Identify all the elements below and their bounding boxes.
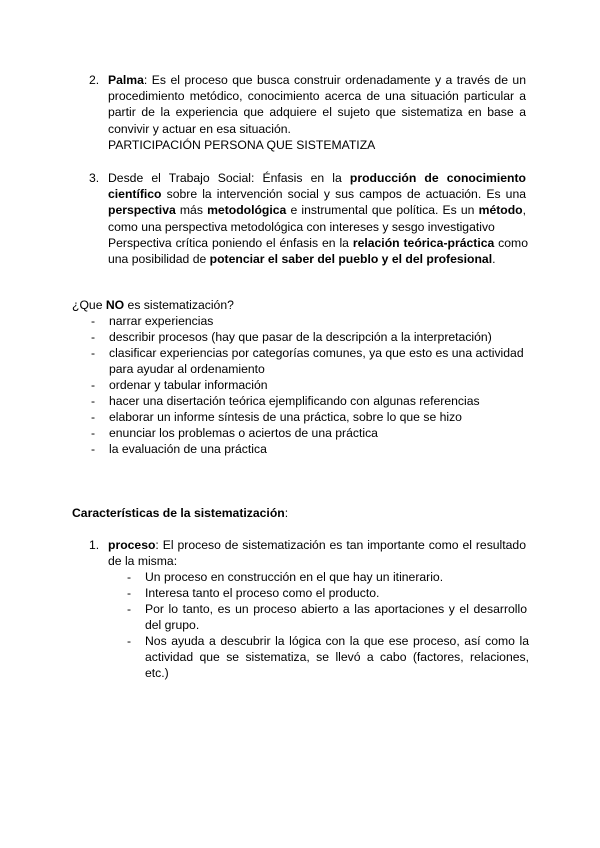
- dash-bullet: -: [91, 442, 96, 456]
- sub-list-item: [127, 633, 529, 681]
- list-item-text: describir procesos (hay que pasar de la descripción a la interpretación): [109, 330, 492, 344]
- text-span: e instrumental que política. Es un: [286, 203, 479, 218]
- text-span: Perspectiva crítica poniendo el énfasis en la: [108, 236, 353, 250]
- list-item-text: clasificar experiencias por categorías comunes, ya que esto es una actividad para ayudar al ordenamiento: [109, 346, 524, 377]
- list-item: [91, 409, 531, 426]
- sub-list-item: [127, 569, 527, 586]
- sub-list-item: [127, 601, 527, 634]
- dash-bullet: -: [127, 634, 132, 648]
- bold-span: relación teórica-práctica: [352, 236, 495, 250]
- bold-span: metodológica: [207, 203, 287, 218]
- list-item-text: ordenar y tabular información: [109, 378, 268, 392]
- dash-bullet: -: [91, 426, 96, 440]
- sub-list-item-text: Nos ayuda a descubrir la lógica con la que ese proceso, así como la actividad que se sistematiza, se llevó a cabo (factores, relaciones, etc.): [145, 634, 529, 681]
- proceso-paragraph: [108, 537, 526, 569]
- list-item: [91, 377, 531, 394]
- dash-bullet: -: [91, 346, 96, 360]
- no-section-question: [72, 297, 234, 313]
- list-item: [91, 393, 531, 410]
- dash-bullet: -: [91, 330, 96, 344]
- text-span: más: [175, 203, 208, 218]
- dash-bullet: -: [91, 394, 96, 408]
- text-span: es sistematización?: [124, 298, 234, 312]
- text-span: Desde el Trabajo Social: Énfasis en la: [108, 171, 350, 185]
- heading-colon: :: [284, 506, 289, 520]
- list-item: [91, 329, 531, 346]
- list-item: [91, 425, 531, 442]
- perspectiva-critica-paragraph: [108, 235, 528, 267]
- text-span: como una posibilidad de: [108, 236, 528, 267]
- list-item-text: elaborar un informe síntesis de una práctica, sobre lo que se hizo: [109, 410, 462, 424]
- sub-list-item-text: Un proceso en construcción en el que hay un itinerario.: [145, 570, 444, 584]
- list-item: [91, 313, 531, 330]
- list-item-text: enunciar los problemas o aciertos de una práctica: [109, 426, 378, 440]
- proceso-text: : El proceso de sistematización es tan importante como el resultado de la misma:: [108, 538, 526, 569]
- dash-bullet: -: [127, 570, 132, 584]
- bold-span: potenciar el saber del pueblo y el del profesional: [209, 252, 493, 267]
- sub-list-item-text: Por lo tanto, es un proceso abierto a las aportaciones y el desarrollo del grupo.: [145, 602, 527, 633]
- palma-text: : Es el proceso que busca construir ordenadamente y a través de un procedimiento metódico, conocimiento acerca de una situación particular a partir de la experiencia que adquiere el sujeto que sistematiza en base a convivir y actuar en esa situación.: [108, 73, 526, 136]
- bold-span: producción de conocimiento científico: [108, 171, 526, 202]
- palma-definition: [108, 72, 526, 137]
- dash-bullet: -: [127, 602, 132, 616]
- heading-text: Características de la sistematización: [72, 506, 285, 520]
- text-span: ¿Que: [72, 298, 106, 312]
- text-span: , como una perspectiva metodológica con intereses y sesgo investigativo: [108, 203, 527, 234]
- list-item: [91, 345, 531, 378]
- list-item-text: hacer una disertación teórica ejemplificando con algunas referencias: [109, 394, 480, 408]
- list-number: 1.: [89, 538, 100, 552]
- bold-span: NO: [105, 298, 125, 312]
- list-item-text: narrar experiencias: [109, 314, 214, 328]
- dash-bullet: -: [91, 314, 96, 328]
- bold-span: método: [478, 203, 523, 218]
- palma-label: Palma: [108, 73, 144, 87]
- dash-bullet: -: [91, 378, 96, 392]
- section-heading: [72, 505, 288, 521]
- sub-list-item: [127, 585, 527, 602]
- bold-span: perspectiva: [108, 203, 176, 218]
- list-item-text: la evaluación de una práctica: [109, 442, 267, 456]
- dash-bullet: -: [91, 410, 96, 424]
- list-number: 3.: [89, 171, 100, 185]
- trabajo-social-paragraph: [108, 170, 526, 235]
- text-span: sobre la intervención social y sus campos de actuación. Es una: [161, 187, 526, 202]
- list-item: [91, 441, 531, 458]
- list-number: 2.: [89, 73, 100, 87]
- palma-note: PARTICIPACIÓN PERSONA QUE SISTEMATIZA: [108, 138, 376, 152]
- proceso-label: proceso: [108, 538, 156, 552]
- text-span: .: [492, 252, 496, 267]
- sub-list-item-text: Interesa tanto el proceso como el producto.: [145, 586, 380, 600]
- dash-bullet: -: [127, 586, 132, 600]
